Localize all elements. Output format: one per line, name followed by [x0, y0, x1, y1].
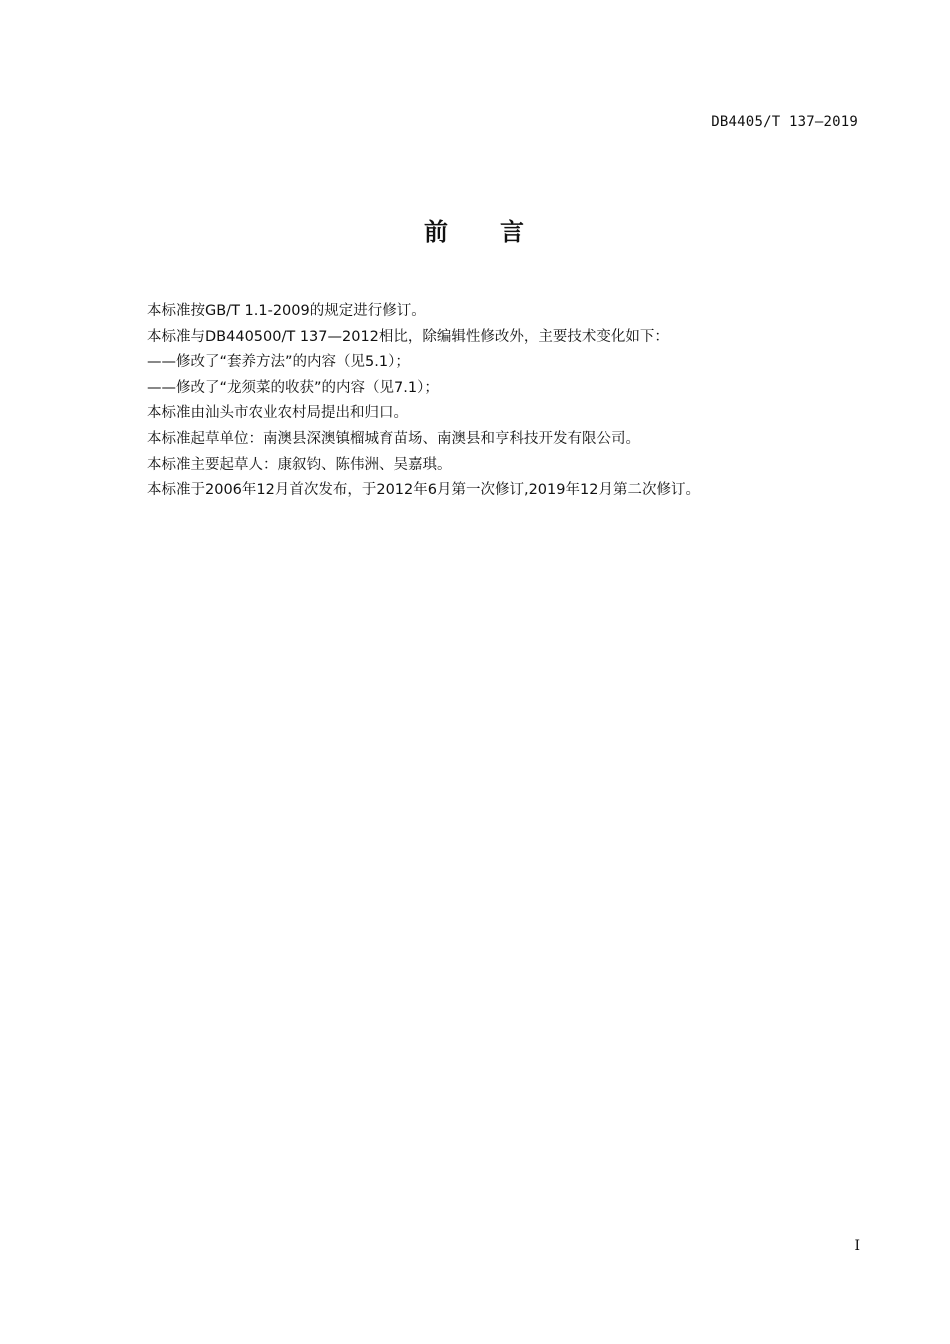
- page-title: [0, 212, 950, 247]
- foreword-line-history: 本标准于2006年12月首次发布，于2012年6月第一次修订,2019年12月第二次修订。: [147, 482, 700, 499]
- title-char-1: 前: [424, 218, 450, 246]
- foreword-line-revision-basis: 本标准按GB/T 1.1-2009的规定进行修订。: [147, 303, 426, 319]
- foreword-line-change-2: ——修改了“龙须菜的收获”的内容（见7.1）；: [147, 379, 439, 396]
- foreword-line-change-1: ——修改了“套养方法”的内容（见5.1）；: [147, 354, 410, 371]
- foreword-line-proposer: 本标准由汕头市农业农村局提出和归口。: [147, 405, 408, 422]
- foreword-line-drafting-units: 本标准起草单位：南澳县深澳镇榴城育苗场、南澳县和亨科技开发有限公司。: [147, 430, 640, 447]
- page-number: I: [854, 1238, 860, 1254]
- foreword-line-changes-intro: 本标准与DB440500/T 137—2012相比，除编辑性修改外，主要技术变化如下：: [147, 328, 669, 345]
- foreword-line-drafters: 本标准主要起草人：康叙钧、陈伟洲、吴嘉琪。: [147, 456, 452, 473]
- foreword-body: [147, 299, 857, 504]
- standard-code: DB4405/T 137—2019: [711, 114, 858, 130]
- title-char-2: 言: [500, 218, 526, 246]
